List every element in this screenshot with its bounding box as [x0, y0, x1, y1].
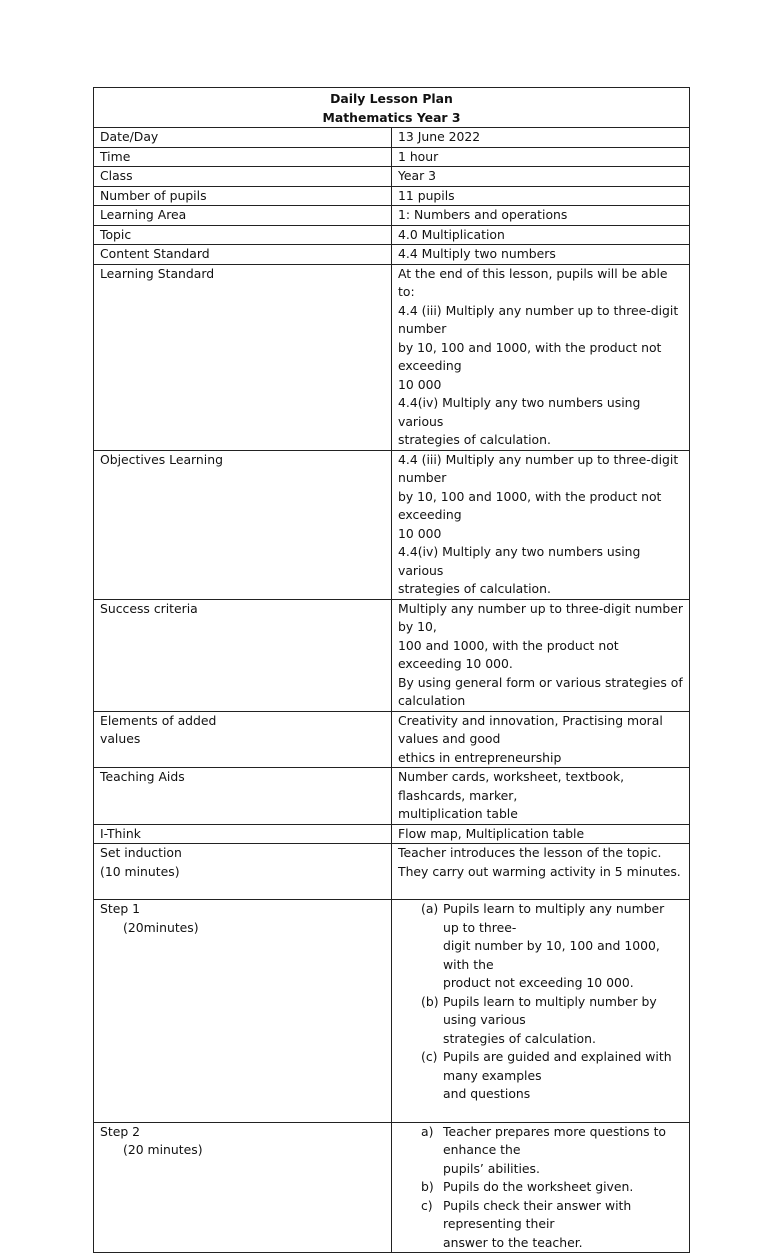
step2-item-c [398, 1197, 683, 1253]
teaching-aids-line: multiplication table [398, 806, 518, 821]
step1-row [94, 900, 690, 1123]
success-criteria-line: Multiply any number up to three-digit number by 10, [398, 600, 683, 634]
item-marker: (a) [421, 901, 439, 916]
item-line: Pupils learn to multiply number by using various [443, 993, 657, 1027]
ithink-row [94, 824, 690, 844]
added-values-line: Creativity and innovation, Practising moral values and good [398, 712, 663, 746]
class-row [94, 167, 690, 187]
learning-standard-line: by 10, 100 and 1000, with the product not exceeding [398, 339, 662, 373]
time-row [94, 147, 690, 167]
class-label: Class [94, 167, 392, 187]
objectives-line: 10 000 [398, 525, 442, 541]
item-line: Pupils learn to multiply any number up to three- [443, 901, 665, 935]
item-line: Teacher prepares more questions to enhance the [443, 1123, 667, 1157]
set-induction-label [94, 844, 392, 900]
learning-standard-line: 4.4 (iii) Multiply any number up to three-digit number [398, 302, 679, 336]
item-marker: a) [421, 1123, 434, 1139]
content-standard-label: Content Standard [94, 245, 392, 265]
step1-item-b [398, 993, 683, 1049]
success-criteria-line: calculation [398, 693, 466, 708]
pupils-row [94, 186, 690, 206]
success-criteria-line: By using general form or various strategies of [398, 674, 683, 690]
step2-row [94, 1122, 690, 1253]
item-marker: b) [421, 1179, 434, 1194]
set-induction-duration: (10 minutes) [100, 863, 180, 879]
step2-label: Step 2 [100, 1123, 141, 1139]
item-line: pupils’ abilities. [443, 1160, 540, 1176]
item-marker: (b) [421, 993, 439, 1009]
plan-subtitle: Mathematics Year 3 [322, 109, 461, 125]
item-line: Pupils are guided and explained with many examples [443, 1049, 672, 1083]
step1-label-cell [94, 900, 392, 1123]
topic-value: 4.0 Multiplication [392, 225, 690, 245]
item-marker: (c) [421, 1049, 438, 1064]
added-values-label-line: values [100, 731, 141, 746]
item-line: Pupils do the worksheet given. [443, 1179, 634, 1194]
teaching-aids-label: Teaching Aids [94, 768, 392, 825]
date-label: Date/Day [94, 128, 392, 148]
step1-item-c [398, 1048, 683, 1104]
step2-activities [392, 1122, 690, 1253]
added-values-label-line: Elements of added [100, 712, 217, 728]
title-row [94, 88, 690, 128]
objectives-value [392, 450, 690, 599]
success-criteria-line: 100 and 1000, with the product not exceeding 10 000. [398, 637, 619, 671]
pupils-label: Number of pupils [94, 186, 392, 206]
set-induction-row [94, 844, 690, 900]
step2-item-b [398, 1178, 683, 1197]
title-cell [94, 88, 690, 128]
item-line: product not exceeding 10 000. [443, 975, 634, 990]
step2-item-a [398, 1123, 683, 1179]
objectives-row [94, 450, 690, 599]
added-values-label [94, 711, 392, 768]
added-values-line: ethics in entrepreneurship [398, 749, 562, 765]
step2-duration: (20 minutes) [123, 1142, 203, 1157]
class-value: Year 3 [392, 167, 690, 187]
pupils-value: 11 pupils [392, 186, 690, 206]
item-line: strategies of calculation. [443, 1030, 596, 1046]
set-induction-line: Teacher introduces the lesson of the topic. [398, 845, 662, 860]
date-row [94, 128, 690, 148]
lesson-plan-document [93, 87, 690, 1253]
plan-title: Daily Lesson Plan [330, 91, 453, 106]
content-standard-value: 4.4 Multiply two numbers [392, 245, 690, 265]
step1-label: Step 1 [100, 901, 141, 916]
learning-area-value: 1: Numbers and operations [392, 206, 690, 226]
item-line: Pupils check their answer with representing their [443, 1197, 632, 1231]
objectives-label: Objectives Learning [94, 450, 392, 599]
added-values-row [94, 711, 690, 768]
teaching-aids-value [392, 768, 690, 825]
success-criteria-row [94, 599, 690, 711]
objectives-line: 4.4 (iii) Multiply any number up to three-digit number [398, 451, 679, 485]
item-line: answer to the teacher. [443, 1234, 583, 1250]
date-value: 13 June 2022 [392, 128, 690, 148]
item-line: and questions [443, 1086, 531, 1101]
objectives-line: strategies of calculation. [398, 581, 551, 596]
success-criteria-label: Success criteria [94, 599, 392, 711]
step1-item-a [398, 900, 683, 993]
item-marker: c) [421, 1197, 433, 1213]
learning-standard-label: Learning Standard [94, 264, 392, 450]
set-induction-value [392, 844, 690, 900]
learning-standard-line: strategies of calculation. [398, 432, 551, 447]
teaching-aids-line: Number cards, worksheet, textbook, flashcards, marker, [398, 769, 625, 803]
success-criteria-value [392, 599, 690, 711]
ithink-label: I-Think [94, 824, 392, 844]
added-values-value [392, 711, 690, 768]
time-label: Time [94, 147, 392, 167]
step1-duration: (20minutes) [123, 919, 199, 935]
learning-standard-value [392, 264, 690, 450]
learning-standard-row [94, 264, 690, 450]
content-standard-row [94, 245, 690, 265]
set-induction-label-line: Set induction [100, 845, 182, 860]
step2-label-cell [94, 1122, 392, 1253]
objectives-line: 4.4(iv) Multiply any two numbers using various [398, 544, 641, 578]
topic-row [94, 225, 690, 245]
learning-standard-line: 4.4(iv) Multiply any two numbers using various [398, 395, 641, 429]
set-induction-line: They carry out warming activity in 5 minutes. [398, 863, 681, 879]
objectives-line: by 10, 100 and 1000, with the product not exceeding [398, 488, 662, 522]
time-value: 1 hour [392, 147, 690, 167]
teaching-aids-row [94, 768, 690, 825]
learning-standard-line: 10 000 [398, 376, 442, 392]
lesson-plan-table [93, 87, 690, 1253]
topic-label: Topic [94, 225, 392, 245]
item-line: digit number by 10, 100 and 1000, with the [443, 938, 660, 972]
learning-area-label: Learning Area [94, 206, 392, 226]
learning-area-row [94, 206, 690, 226]
ithink-value: Flow map, Multiplication table [392, 824, 690, 844]
learning-standard-line: At the end of this lesson, pupils will be able to: [398, 265, 668, 299]
step1-activities [392, 900, 690, 1123]
